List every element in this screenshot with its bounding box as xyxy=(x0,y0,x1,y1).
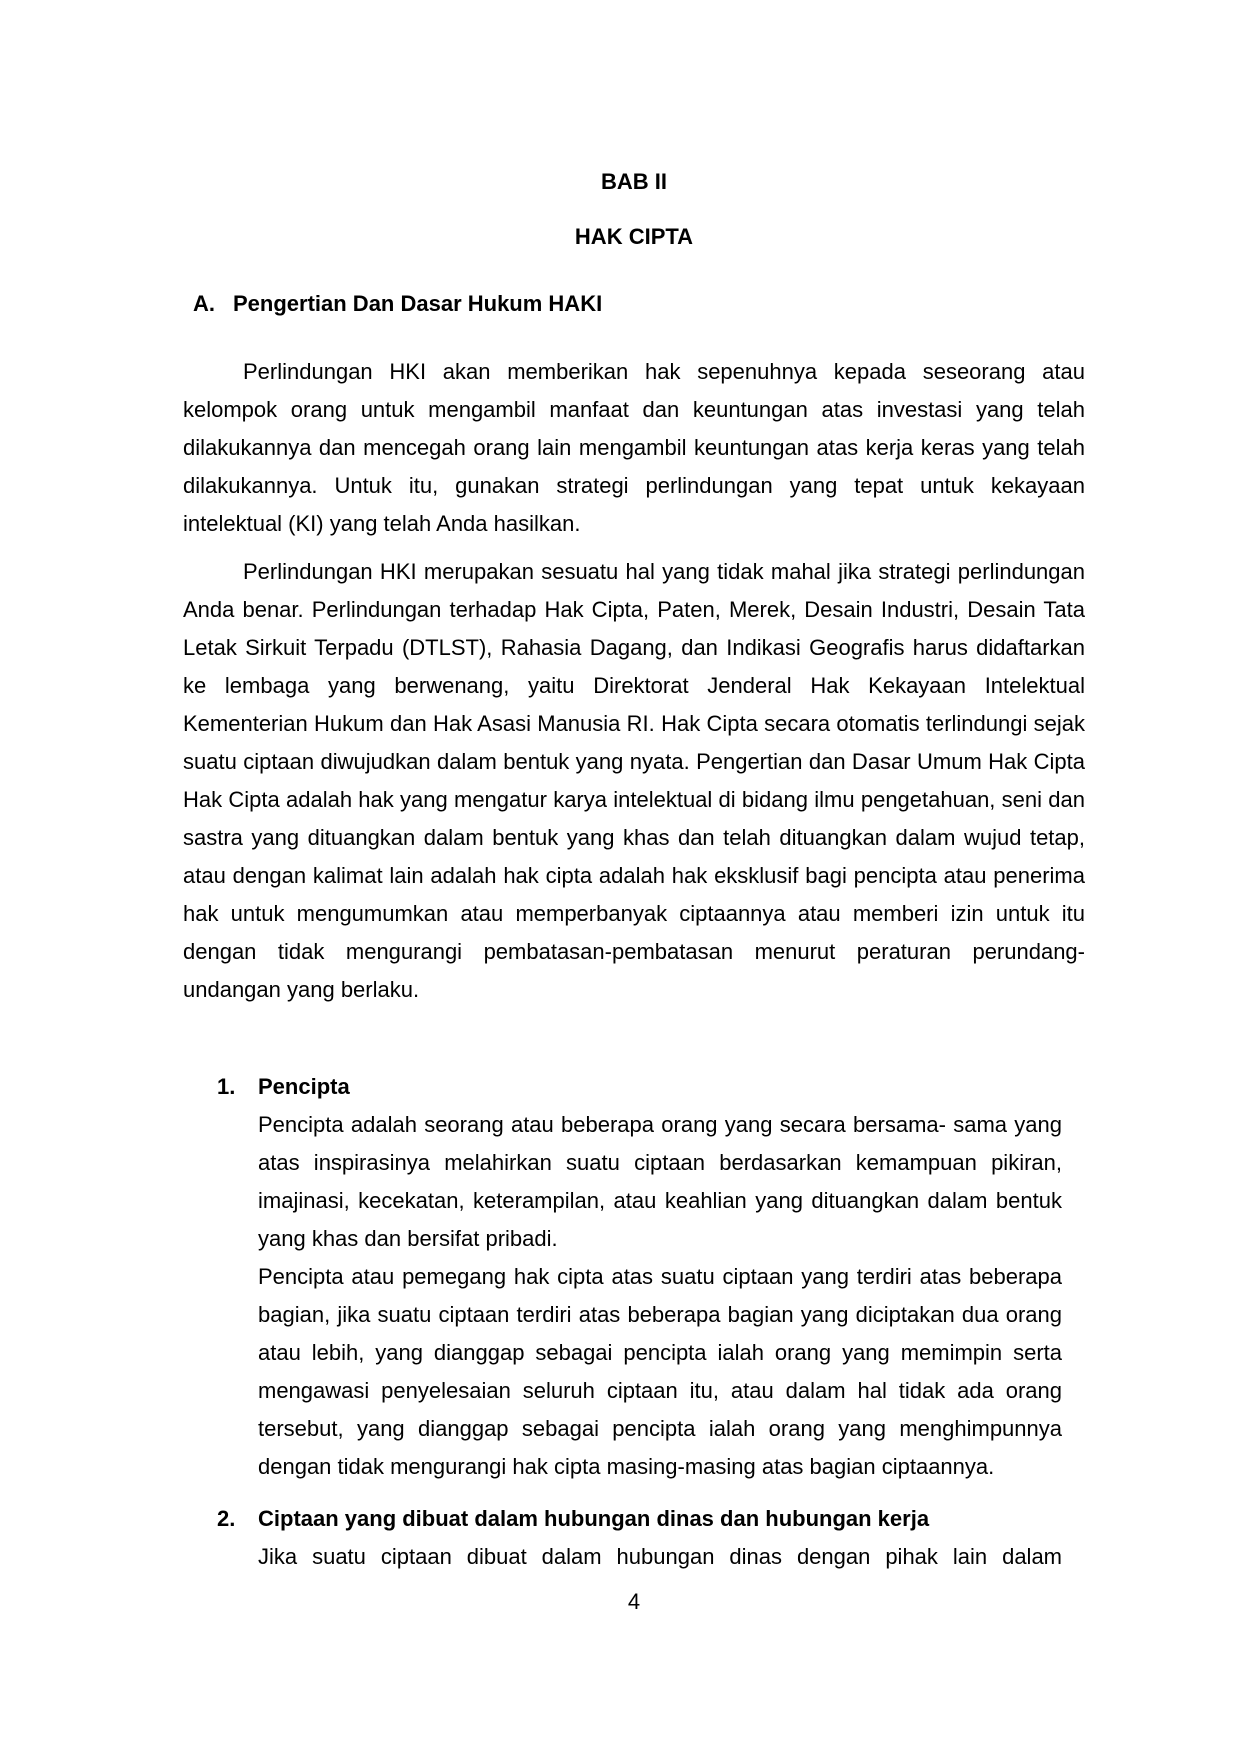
list-number: 2. xyxy=(217,1506,236,1531)
section-heading xyxy=(193,285,1085,323)
list-number: 1. xyxy=(217,1074,236,1099)
page-content xyxy=(183,0,1085,1621)
list-item-body xyxy=(258,1068,1062,1486)
list-paragraph: Jika suatu ciptaan dibuat dalam hubungan dinas dengan pihak lain dalam xyxy=(258,1544,1062,1569)
list-paragraph: Pencipta adalah seorang atau beberapa orang yang secara bersama- sama yang atas inspirasinya melahirkan suatu ciptaan berdasarkan kemampuan pikiran, imajinasi, kecekatan, keterampilan, atau keahlian yang dituangkan dalam bentuk yang khas dan bersifat pribadi. xyxy=(258,1112,1062,1251)
section-label: A. xyxy=(193,291,215,316)
chapter-title: BAB II xyxy=(601,169,667,194)
list-item-ciptaan-dinas xyxy=(217,1500,1085,1576)
paragraph-hki-protection: Perlindungan HKI akan memberikan hak sepenuhnya kepada seseorang atau kelompok orang untuk mengambil manfaat dan keuntungan atas investasi yang telah dilakukannya dan mencegah orang lain mengambil keuntungan atas kerja keras yang telah dilakukannya. Untuk itu, gunakan strategi perlindungan yang tepat untuk kekayaan intelektual (KI) yang telah Anda hasilkan. xyxy=(183,359,1085,536)
list-item-body xyxy=(258,1500,1062,1576)
list-paragraph: Pencipta atau pemegang hak cipta atas suatu ciptaan yang terdiri atas beberapa bagian, jika suatu ciptaan terdiri atas beberapa bagian yang diciptakan dua orang atau lebih, yang dianggap sebagai pencipta ialah orang yang memimpin serta mengawasi penyelesaian seluruh ciptaan itu, atau dalam hal tidak ada orang tersebut, yang dianggap sebagai pencipta ialah orang yang menghimpunnya dengan tidak mengurangi hak cipta masing-masing atas bagian ciptaannya. xyxy=(258,1264,1062,1479)
list-item-title: Pencipta xyxy=(258,1074,350,1099)
chapter-subtitle: HAK CIPTA xyxy=(574,224,694,249)
page-number: 4 xyxy=(627,1589,641,1614)
numbered-list xyxy=(183,1068,1085,1576)
section-title: Pengertian Dan Dasar Hukum HAKI xyxy=(233,291,603,316)
list-item-title: Ciptaan yang dibuat dalam hubungan dinas dan hubungan kerja xyxy=(258,1506,930,1531)
list-item-pencipta xyxy=(217,1068,1085,1486)
paragraph-hki-strategy: Perlindungan HKI merupakan sesuatu hal yang tidak mahal jika strategi perlindungan Anda benar. Perlindungan terhadap Hak Cipta, Paten, Merek, Desain Industri, Desain Tata Letak Sirkuit Terpadu (DTLST), Rahasia Dagang, dan Indikasi Geografis harus didaftarkan ke lembaga yang berwenang, yaitu Direktorat Jenderal Hak Kekayaan Intelektual Kementerian Hukum dan Hak Asasi Manusia RI. Hak Cipta secara otomatis terlindungi sejak suatu ciptaan diwujudkan dalam bentuk yang nyata. Pengertian dan Dasar Umum Hak Cipta Hak Cipta adalah hak yang mengatur karya intelektual di bidang ilmu pengetahuan, seni dan sastra yang dituangkan dalam bentuk yang khas dan telah dituangkan dalam wujud tetap, atau dengan kalimat lain adalah hak cipta adalah hak eksklusif bagi pencipta atau penerima hak untuk mengumumkan atau memperbanyak ciptaannya atau memberi izin untuk itu dengan tidak mengurangi pembatasan-pembatasan menurut peraturan perundang-undangan yang berlaku. xyxy=(183,559,1085,1002)
